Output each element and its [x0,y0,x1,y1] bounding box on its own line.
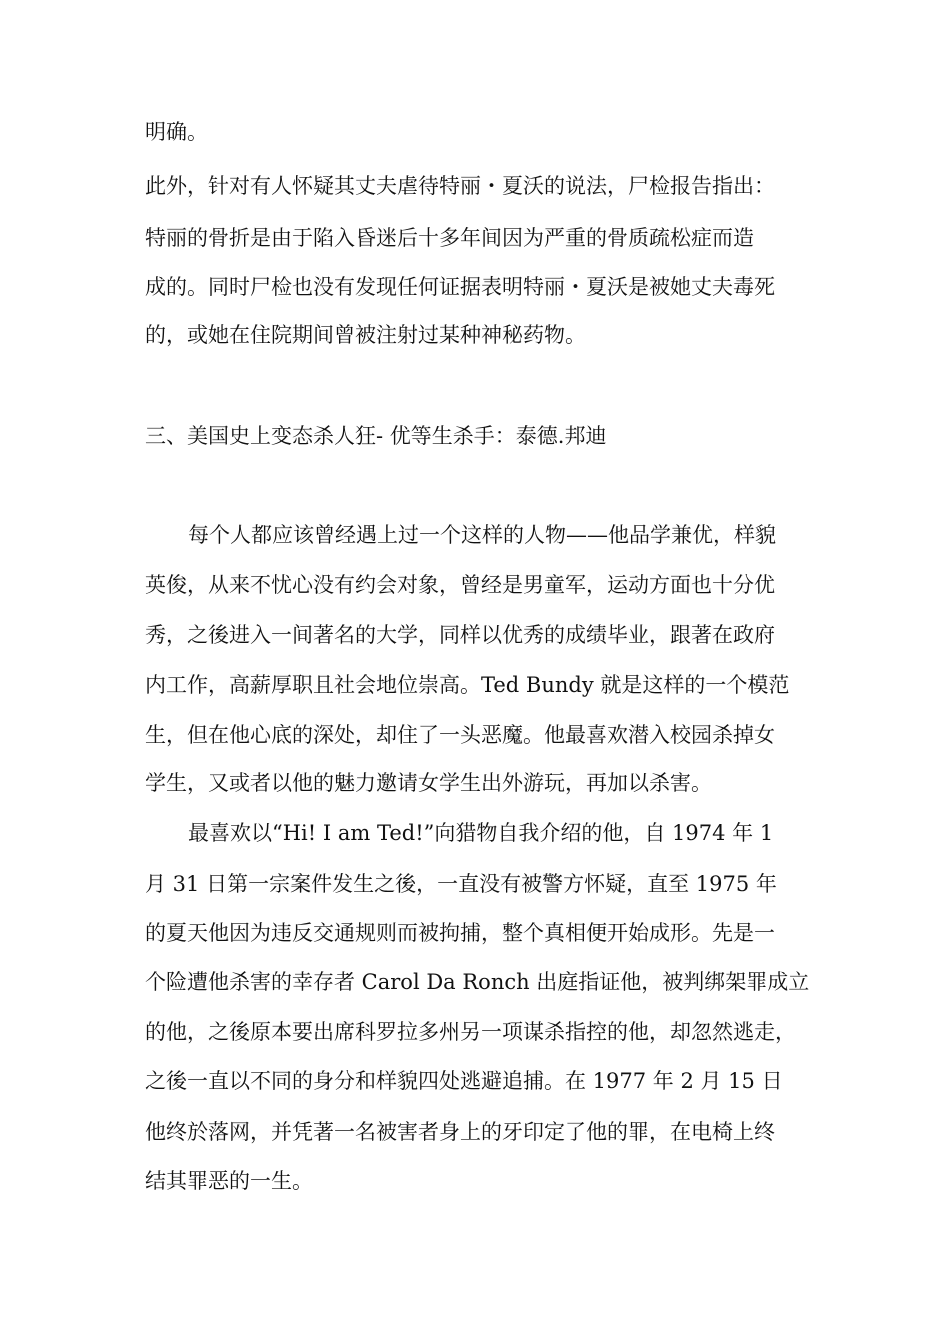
paragraph-line: 结其罪恶的一生。 [145,1169,313,1193]
paragraph-line: 最喜欢以“Hi! I am Ted!”向猎物自我介绍的他，自 1974 年 1 [188,821,774,845]
paragraph-line: 此外，针对有人怀疑其丈夫虐待特丽・夏沃的说法，尸检报告指出： [145,174,775,198]
paragraph-line: 学生，又或者以他的魅力邀请女学生出外游玩，再加以杀害。 [145,771,712,795]
paragraph-line: 内工作，高薪厚职且社会地位崇高。Ted Bundy 就是这样的一个模范 [145,673,790,697]
paragraph-line: 之後一直以不同的身分和样貌四处逃避追捕。在 1977 年 2 月 15 日 [145,1069,783,1093]
section-heading: 三、美国史上变态杀人狂- 优等生杀手：泰德.邦迪 [145,424,607,448]
paragraph-line: 成的。同时尸检也没有发现任何证据表明特丽・夏沃是被她丈夫毒死 [145,275,775,299]
paragraph-line: 的夏天他因为违反交通规则而被拘捕，整个真相便开始成形。先是一 [145,921,775,945]
paragraph-line: 英俊，从来不忧心没有约会对象，曾经是男童军，运动方面也十分优 [145,573,775,597]
paragraph-line: 每个人都应该曾经遇上过一个这样的人物——他品学兼优，样貌 [188,523,776,547]
paragraph-line: 秀，之後进入一间著名的大学，同样以优秀的成绩毕业，跟著在政府 [145,623,775,647]
paragraph-line: 特丽的骨折是由于陷入昏迷后十多年间因为严重的骨质疏松症而造 [145,226,754,250]
paragraph-line: 他终於落网，并凭著一名被害者身上的牙印定了他的罪，在电椅上终 [145,1120,775,1144]
paragraph-line: 生，但在他心底的深处，却住了一头恶魔。他最喜欢潜入校园杀掉女 [145,723,775,747]
paragraph-line: 个险遭他杀害的幸存者 Carol Da Ronch 出庭指证他，被判绑架罪成立 [145,970,810,994]
paragraph-line: 月 31 日第一宗案件发生之後，一直没有被警方怀疑，直至 1975 年 [145,872,777,896]
paragraph-line: 的，或她在住院期间曾被注射过某种神秘药物。 [145,323,586,347]
paragraph-line: 的他，之後原本要出席科罗拉多州另一项谋杀指控的他，却忽然逃走， [145,1020,796,1044]
paragraph-line: 明确。 [145,120,208,144]
